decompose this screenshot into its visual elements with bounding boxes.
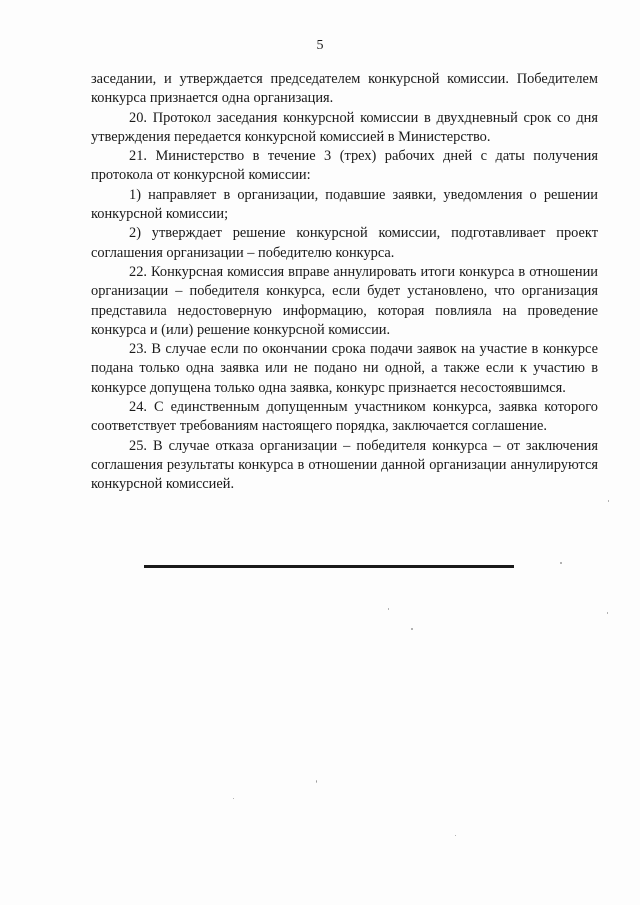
paragraph-continuation: заседании, и утверждается председателем конкурсной комиссии. Победителем конкурса признается одна организация. — [91, 71, 598, 107]
page-number: 5 — [316, 38, 324, 53]
body-text — [91, 70, 598, 495]
scan-speck — [608, 500, 609, 502]
scan-speck — [455, 835, 456, 836]
paragraph-25: 25. В случае отказа организации – победителя конкурса – от заключения соглашения результаты конкурса в отношении данной организации аннулируются конкурсной комиссией. — [91, 437, 598, 493]
paragraph-22: 22. Конкурсная комиссия вправе аннулировать итоги конкурса в отношении организации – победителя конкурса, если будет установлено, что организация представила недостоверную информацию, которая повлияла на проведение конкурса и (или) решение конкурсной комиссии. — [91, 263, 598, 338]
paragraph-21-item-1: 1) направляет в организации, подавшие заявки, уведомления о решении конкурсной комиссии; — [91, 186, 598, 223]
scan-speck — [388, 608, 389, 610]
paragraph-21-item-2: 2) утверждает решение конкурсной комиссии, подготавливает проект соглашения организации – победителю конкурса. — [91, 225, 598, 261]
scan-speck — [233, 798, 234, 799]
closing-rule — [144, 565, 514, 568]
scan-speck — [560, 562, 562, 564]
paragraph-21: 21. Министерство в течение 3 (трех) рабочих дней с даты получения протокола от конкурсной комиссии: — [91, 148, 598, 184]
scan-speck — [607, 612, 608, 614]
scan-speck — [316, 780, 317, 783]
paragraph-20: 20. Протокол заседания конкурсной комиссии в двухдневный срок со дня утверждения передается конкурсной комиссией в Министерство. — [91, 109, 598, 145]
scan-speck — [411, 628, 413, 630]
paragraph-23: 23. В случае если по окончании срока подачи заявок на участие в конкурсе подана только одна заявка или не подано ни одной, а также если к участию в конкурсе допущена только одна заявка, конкурс признается несостоявшимся. — [91, 341, 598, 396]
paragraph-24: 24. С единственным допущенным участником конкурса, заявка которого соответствует требованиям настоящего порядка, заключается соглашение. — [91, 399, 598, 435]
